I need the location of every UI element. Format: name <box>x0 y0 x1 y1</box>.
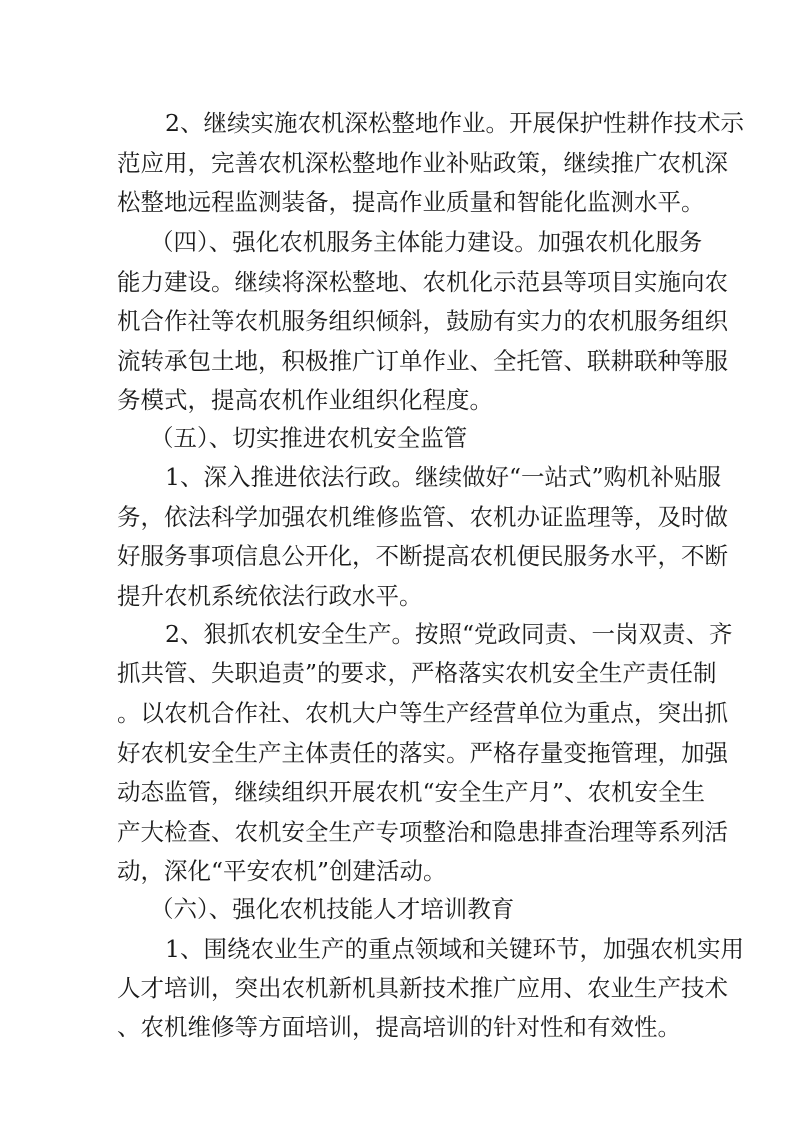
text-line: 1、深入推进依法行政。继续做好“一站式”购机补贴服 <box>165 463 721 491</box>
text-line: 松整地远程监测装备，提高作业质量和智能化监测水平。 <box>117 188 705 216</box>
text-line: 好服务事项信息公开化，不断提高农机便民服务水平，不断 <box>117 542 728 570</box>
text-line: 动，深化“平安农机”创建活动。 <box>117 857 447 885</box>
text-line: 好农机安全生产主体责任的落实。严格存量变拖管理，加强 <box>117 739 728 767</box>
text-line: 提升农机系统依法行政水平。 <box>117 582 423 610</box>
text-line: 2、继续实施农机深松整地作业。开展保护性耕作技术示 <box>165 109 744 137</box>
section-heading: （六）、强化农机技能人才培训教育 <box>150 895 515 923</box>
text-line: 产大检查、农机安全生产专项整治和隐患排查治理等系列活 <box>117 818 728 846</box>
text-line: 务，依法科学加强农机维修监管、农机办证监理等，及时做 <box>117 503 728 531</box>
text-line: 务模式，提高农机作业组织化程度。 <box>117 386 493 414</box>
text-line: 能力建设。继续将深松整地、农机化示范县等项目实施向农 <box>117 268 728 296</box>
text-line: 抓共管、失职追责”的要求，严格落实农机安全生产责任制 <box>117 659 717 687</box>
text-line: 动态监管，继续组织开展农机“安全生产月”、农机安全生 <box>117 778 706 806</box>
text-line: 范应用，完善农机深松整地作业补贴政策，继续推广农机深 <box>117 149 728 177</box>
text-line: 2、狠抓农机安全生产。按照“党政同责、一岗双责、齐 <box>165 620 733 648</box>
text-line: 、农机维修等方面培训，提高培训的针对性和有效性。 <box>117 1013 681 1041</box>
text-line: 机合作社等农机服务组织倾斜，鼓励有实力的农机服务组织 <box>117 307 728 335</box>
text-line: 1、围绕农业生产的重点领域和关键环节，加强农机实用 <box>165 935 744 963</box>
section-heading: （四）、强化农机服务主体能力建设。加强农机化服务 <box>150 228 703 256</box>
text-line: 人才培训，突出农机新机具新技术推广应用、农业生产技术 <box>117 974 728 1002</box>
text-line: 流转承包土地，积极推广订单作业、全托管、联耕联种等服 <box>117 347 728 375</box>
text-line: 。以农机合作社、农机大户等生产经营单位为重点，突出抓 <box>117 699 728 727</box>
section-heading: （五）、切实推进农机安全监管 <box>150 424 468 452</box>
